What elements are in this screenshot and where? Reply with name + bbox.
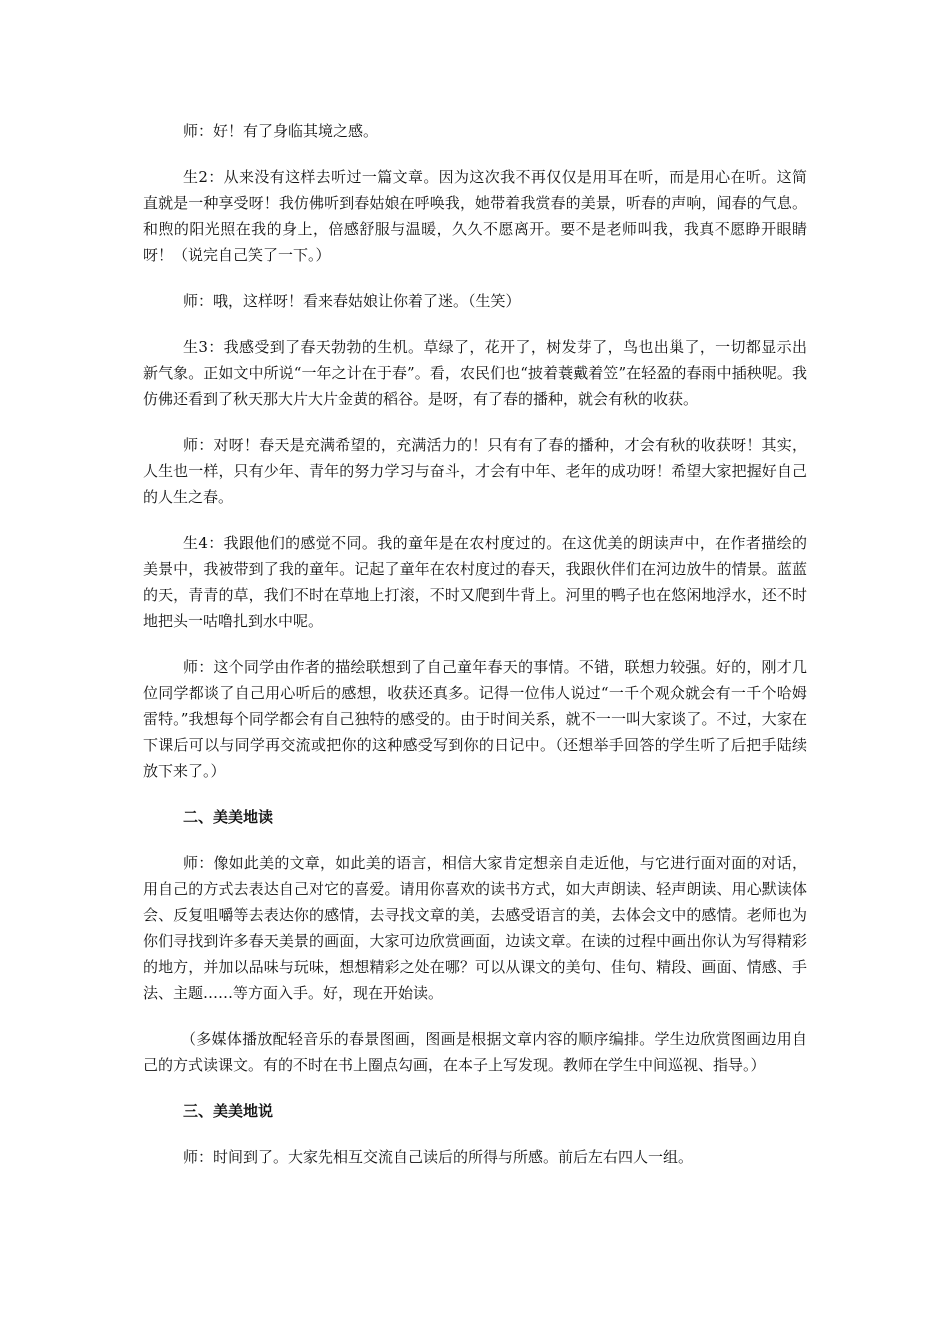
section-heading-read: 二、美美地读 bbox=[183, 808, 274, 826]
paragraph-teacher-2: 师：哦，这样呀！看来春姑娘让你着了迷。（生笑） bbox=[183, 292, 521, 310]
paragraph-student-2: 生2：从来没有这样去听过一篇文章。因为这次我不再仅仅是用耳在听，而是用心在听。这简直就是一种享受呀！我仿佛听到春姑娘在呼唤我，她带着我赏春的美景，听春的声响，闻春的气息。和煦的阳光照在我的身上，倍感舒服与温暖，久久不愿离开。要不是老师叫我，我真不愿睁开眼睛呀！（说完自己笑了一下。） bbox=[143, 168, 807, 264]
paragraph-student-4: 生4：我跟他们的感觉不同。我的童年是在农村度过的。在这优美的朗读声中，在作者描绘的美景中，我被带到了我的童年。记起了童年在农村度过的春天，我跟伙伴们在河边放牛的情景。蓝蓝的天，青青的草，我们不时在草地上打滚，不时又爬到牛背上。河里的鸭子也在悠闲地浮水，还不时地把头一咕噜扎到水中呢。 bbox=[143, 534, 807, 630]
paragraph-note: （多媒体播放配轻音乐的春景图画，图画是根据文章内容的顺序编排。学生边欣赏图画边用自己的方式读课文。有的不时在书上圈点勾画，在本子上写发现。教师在学生中间巡视、指导。） bbox=[143, 1030, 807, 1074]
paragraph-teacher-5: 师：像如此美的文章，如此美的语言，相信大家肯定想亲自走近他，与它进行面对面的对话，用自己的方式去表达自己对它的喜爱。请用你喜欢的读书方式，如大声朗读、轻声朗读、用心默读体会、反复咀嚼等去表达你的感情，去寻找文章的美，去感受语言的美，去体会文中的感情。老师也为你们寻找到许多春天美景的画面，大家可边欣赏画面，边读文章。在读的过程中画出你认为写得精彩的地方，并加以品味与玩味，想想精彩之处在哪？可以从课文的美句、佳句、精段、画面、情感、手法、主题……等方面入手。好，现在开始读。 bbox=[143, 854, 807, 1002]
document-page bbox=[143, 118, 807, 1190]
paragraph-student-3: 生3：我感受到了春天勃勃的生机。草绿了，花开了，树发芽了，鸟也出巢了，一切都显示出新气象。正如文中所说“一年之计在于春”。看，农民们也“披着蓑戴着笠”在轻盈的春雨中插秧呢。我仿佛还看到了秋天那大片大片金黄的稻谷。是呀，有了春的播种，就会有秋的收获。 bbox=[143, 338, 807, 408]
paragraph-teacher-3: 师：对呀！春天是充满希望的，充满活力的！只有有了春的播种，才会有秋的收获呀！其实，人生也一样，只有少年、青年的努力学习与奋斗，才会有中年、老年的成功呀！希望大家把握好自己的人生之春。 bbox=[143, 436, 807, 506]
paragraph-teacher-6: 师：时间到了。大家先相互交流自己读后的所得与所感。前后左右四人一组。 bbox=[183, 1148, 694, 1166]
section-heading-speak: 三、美美地说 bbox=[183, 1102, 274, 1120]
paragraph-teacher-1: 师：好！有了身临其境之感。 bbox=[183, 122, 379, 140]
paragraph-teacher-4: 师：这个同学由作者的描绘联想到了自己童年春天的事情。不错，联想力较强。好的，刚才几位同学都谈了自己用心听后的感想，收获还真多。记得一位伟人说过“一千个观众就会有一千个哈姆雷特。”我想每个同学都会有自己独特的感受的。由于时间关系，就不一一叫大家谈了。不过，大家在下课后可以与同学再交流或把你的这种感受写到你的日记中。（还想举手回答的学生听了后把手陆续放下来了。） bbox=[143, 658, 807, 780]
